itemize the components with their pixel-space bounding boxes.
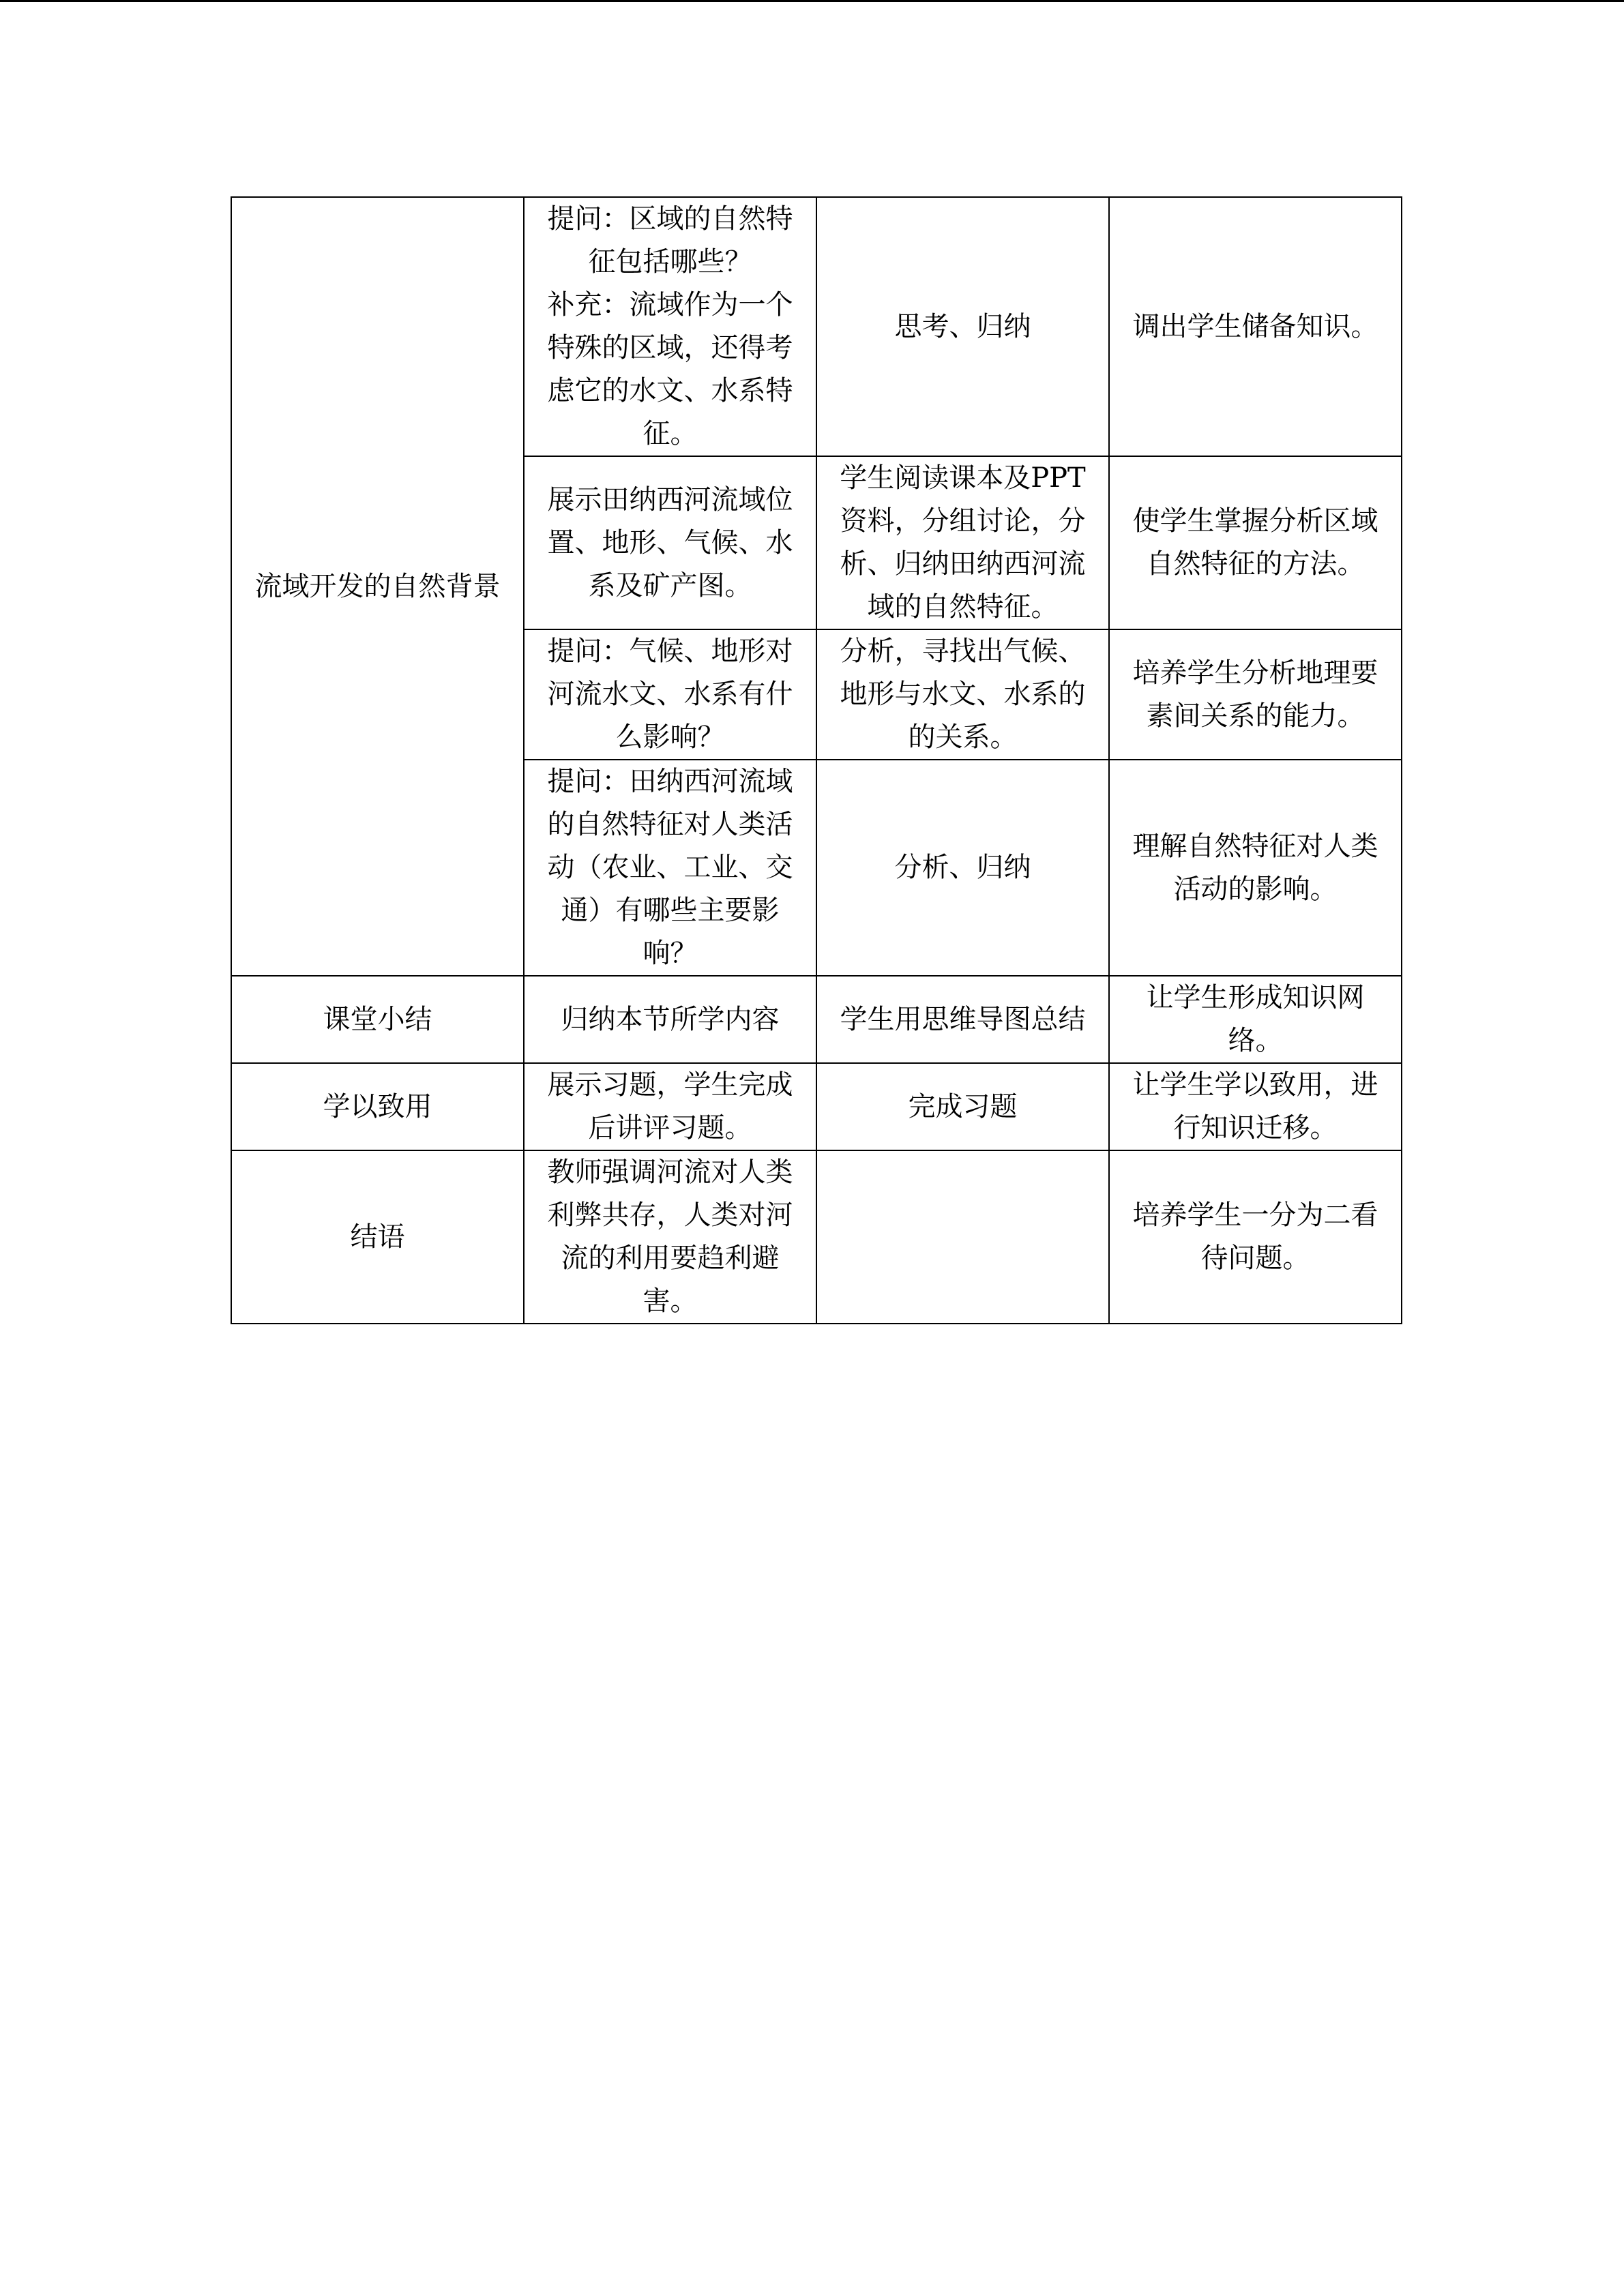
- stage-label: 课堂小结: [323, 1003, 432, 1035]
- teacher-activity-cell: [524, 197, 816, 456]
- student-activity-text: 分析，寻找出气候、地形与水文、水系的的关系。: [840, 636, 1086, 753]
- design-intent-text: 理解自然特征对人类活动的影响。: [1132, 830, 1378, 905]
- student-activity-cell: [816, 629, 1109, 760]
- student-activity-text: 完成习题: [908, 1090, 1018, 1122]
- teacher-activity-text: 提问：区域的自然特征包括哪些？ 补充：流域作为一个特殊的区域，还得考虑它的水文、水系特征。: [547, 203, 793, 449]
- teacher-activity-text: 提问：气候、地形对河流水文、水系有什么影响？: [547, 636, 793, 753]
- student-activity-cell: [816, 1150, 1109, 1324]
- teacher-activity-cell: [524, 760, 816, 976]
- stage-cell: [231, 1063, 524, 1150]
- design-intent-text: 培养学生分析地理要素间关系的能力。: [1132, 657, 1378, 732]
- stage-cell: [231, 976, 524, 1063]
- teacher-activity-text: 展示田纳西河流域位置、地形、气候、水系及矿产图。: [547, 483, 793, 601]
- teacher-activity-cell: [524, 456, 816, 629]
- design-intent-text: 让学生学以致用，进行知识迁移。: [1132, 1069, 1378, 1144]
- design-intent-cell: [1109, 1063, 1402, 1150]
- stage-cell: [231, 1150, 524, 1324]
- page-top-border: [0, 0, 1624, 2]
- lesson-plan-table: [231, 196, 1402, 1324]
- teacher-activity-cell: [524, 629, 816, 760]
- design-intent-cell: [1109, 760, 1402, 976]
- design-intent-cell: [1109, 629, 1402, 760]
- table-row: [231, 1150, 1402, 1324]
- design-intent-cell: [1109, 197, 1402, 456]
- student-activity-cell: [816, 760, 1109, 976]
- design-intent-text: 使学生掌握分析区域自然特征的方法。: [1132, 505, 1378, 580]
- student-activity-cell: [816, 456, 1109, 629]
- student-activity-cell: [816, 1063, 1109, 1150]
- design-intent-cell: [1109, 976, 1402, 1063]
- table-row: [231, 197, 1402, 456]
- student-activity-cell: [816, 197, 1109, 456]
- stage-cell: [231, 197, 524, 976]
- teacher-activity-text: 归纳本节所学内容: [561, 1003, 780, 1035]
- student-activity-cell: [816, 976, 1109, 1063]
- table-row: [231, 976, 1402, 1063]
- student-activity-text: 思考、归纳: [894, 310, 1031, 342]
- teacher-activity-text: 教师强调河流对人类利弊共存，人类对河流的利用要趋利避害。: [547, 1157, 793, 1317]
- teacher-activity-cell: [524, 1063, 816, 1150]
- design-intent-text: 调出学生储备知识。: [1132, 310, 1378, 342]
- design-intent-cell: [1109, 456, 1402, 629]
- student-activity-text: 分析、归纳: [894, 852, 1031, 883]
- teacher-activity-text: 展示习题，学生完成后讲评习题。: [547, 1069, 793, 1144]
- teacher-activity-text: 提问：田纳西河流域的自然特征对人类活动（农业、工业、交通）有哪些主要影响？: [547, 766, 793, 969]
- table-row: [231, 1063, 1402, 1150]
- student-activity-text: 学生阅读课本及PPT资料，分组讨论，分析、归纳田纳西河流域的自然特征。: [840, 462, 1086, 623]
- teacher-activity-cell: [524, 976, 816, 1063]
- teacher-activity-cell: [524, 1150, 816, 1324]
- stage-label: 流域开发的自然背景: [254, 570, 501, 602]
- design-intent-text: 培养学生一分为二看待问题。: [1132, 1199, 1378, 1274]
- stage-label: 结语: [350, 1221, 405, 1253]
- design-intent-text: 让学生形成知识网络。: [1146, 982, 1365, 1056]
- student-activity-text: 学生用思维导图总结: [840, 1003, 1086, 1035]
- design-intent-cell: [1109, 1150, 1402, 1324]
- stage-label: 学以致用: [323, 1090, 432, 1122]
